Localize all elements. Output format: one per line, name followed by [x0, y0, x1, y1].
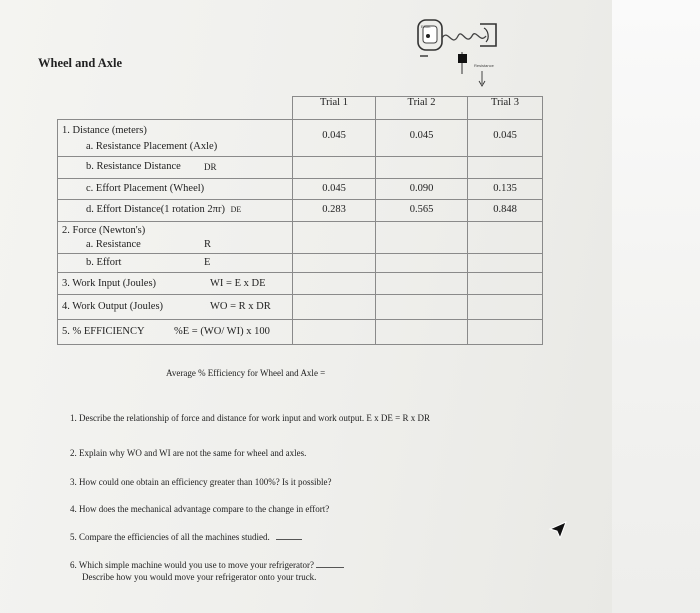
- cell-effort-dist-t3: 0.848: [468, 200, 543, 222]
- table-row: [58, 319, 543, 344]
- resistance-distance-label: b. Resistance Distance: [86, 161, 181, 172]
- header-trial-1: Trial 1: [293, 97, 376, 120]
- force-resistance-label: a. Resistance: [86, 238, 141, 250]
- cell-empty: [293, 221, 376, 253]
- work-input-label: 3. Work Input (Joules): [62, 277, 157, 289]
- efficiency-formula: %E = (WO/ WI) x 100: [174, 325, 270, 337]
- diagram-effort-label: Effort: [421, 24, 431, 29]
- answer-blank: [276, 539, 302, 540]
- wheel-axle-diagram-icon: [414, 16, 504, 88]
- force-effort-label: b. Effort: [86, 256, 122, 268]
- cell-empty: [376, 157, 468, 179]
- data-table: [57, 96, 543, 345]
- cell-resist-place-t1: 0.045: [293, 120, 376, 157]
- cell-effort-dist-t1: 0.283: [293, 200, 376, 222]
- cell-resist-place-t2: 0.045: [376, 120, 468, 157]
- cell-effort-place-t2: 0.090: [376, 178, 468, 200]
- cell-empty: [293, 157, 376, 179]
- work-output-label: 4. Work Output (Joules): [62, 300, 164, 312]
- cell-effort-dist-t2: 0.565: [376, 200, 468, 222]
- header-trial-2: Trial 2: [376, 97, 468, 120]
- cell-empty: [376, 294, 468, 319]
- cell-empty: [468, 157, 543, 179]
- table-row: [58, 178, 543, 200]
- question-3: 3. How could one obtain an efficiency greater than 100%? Is it possible?: [70, 477, 332, 487]
- work-input-formula: WI = E x DE: [210, 277, 266, 289]
- header-trial-3: Trial 3: [468, 97, 543, 120]
- question-1: 1. Describe the relationship of force and distance for work input and work output. E x DE = R x DR: [70, 413, 430, 423]
- resistance-distance-symbol: DR: [204, 162, 217, 172]
- cell-empty: [468, 253, 543, 272]
- question-2: 2. Explain why WO and WI are not the same for wheel and axles.: [70, 448, 307, 458]
- mouse-pointer-icon: [546, 520, 568, 540]
- cell-empty: [293, 319, 376, 344]
- question-5: 5. Compare the efficiencies of all the machines studied.: [70, 532, 270, 542]
- cell-effort-place-t1: 0.045: [293, 178, 376, 200]
- cell-empty: [468, 294, 543, 319]
- force-resistance-symbol: R: [204, 238, 212, 250]
- cell-empty: [293, 294, 376, 319]
- table-corner: [58, 97, 293, 120]
- distance-section-title: 1. Distance (meters): [62, 125, 147, 136]
- cell-empty: [376, 319, 468, 344]
- cell-empty: [293, 253, 376, 272]
- cell-empty: [376, 221, 468, 253]
- average-efficiency-label: Average % Efficiency for Wheel and Axle =: [166, 368, 326, 378]
- efficiency-label: 5. % EFFICIENCY: [62, 325, 145, 337]
- table-row: [58, 272, 543, 294]
- table-row: [58, 200, 543, 222]
- cell-resist-place-t3: 0.045: [468, 120, 543, 157]
- cell-empty: [376, 272, 468, 294]
- diagram-resistance-label: Resistance: [474, 63, 494, 68]
- table-row: [58, 253, 543, 272]
- cell-effort-place-t3: 0.135: [468, 178, 543, 200]
- question-4: 4. How does the mechanical advantage compare to the change in effort?: [70, 504, 330, 514]
- table-row: [58, 157, 543, 179]
- question-6: 6. Which simple machine would you use to move your refrigerator?: [70, 560, 315, 570]
- effort-distance-symbol: DE: [230, 205, 242, 214]
- resistance-placement-label: a. Resistance Placement (Axle): [86, 141, 218, 152]
- force-section-title: 2. Force (Newton's): [62, 224, 146, 236]
- effort-distance-label: d. Effort Distance(1 rotation 2πr): [86, 204, 225, 215]
- cell-empty: [468, 272, 543, 294]
- force-effort-symbol: E: [204, 256, 211, 268]
- cell-empty: [376, 253, 468, 272]
- cell-empty: [293, 272, 376, 294]
- effort-placement-label: c. Effort Placement (Wheel): [86, 182, 205, 194]
- background-surface: [612, 0, 700, 613]
- page-title: Wheel and Axle: [38, 56, 123, 70]
- work-output-formula: WO = R x DR: [210, 300, 271, 312]
- table-row: [58, 221, 543, 253]
- cell-empty: [468, 221, 543, 253]
- cell-empty: [468, 319, 543, 344]
- question-6-followup: Describe how you would move your refrigerator onto your truck.: [82, 572, 317, 582]
- table-row: [58, 120, 543, 157]
- table-row: [58, 294, 543, 319]
- table-header-row: [58, 97, 543, 120]
- answer-blank: [316, 567, 344, 568]
